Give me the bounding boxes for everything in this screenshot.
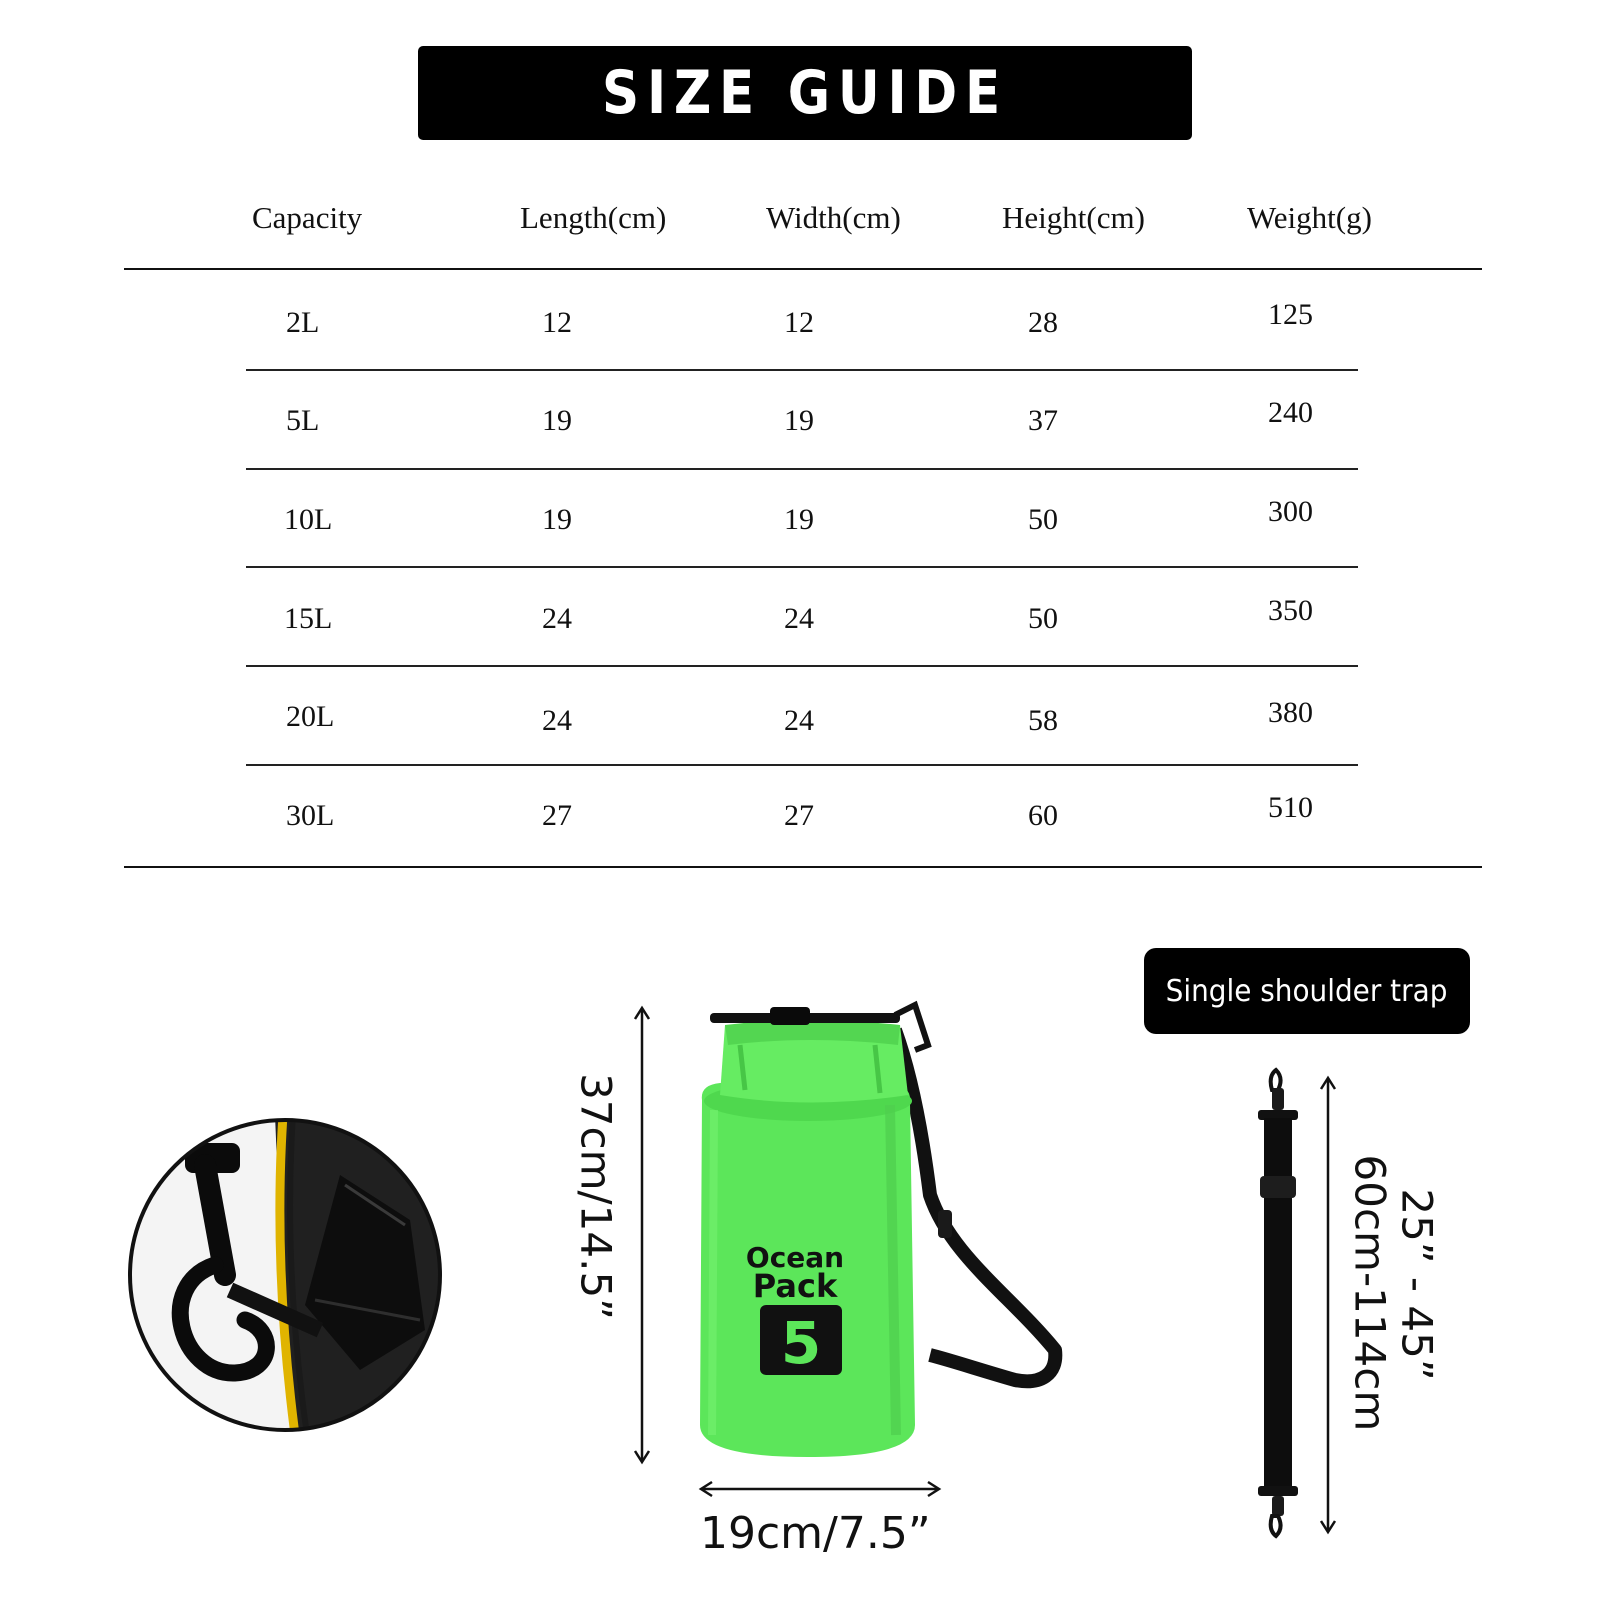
strap-length-in-label: 25” - 45” (1392, 1188, 1442, 1381)
table-cell-length: 19 (542, 404, 572, 437)
header-height: Height(cm) (1002, 200, 1145, 235)
hook-closeup-image (125, 1115, 445, 1435)
header-length: Length(cm) (520, 200, 667, 235)
shoulder-strap-image (1248, 1068, 1308, 1538)
table-cell-width: 24 (784, 704, 814, 737)
table-cell-height: 50 (1028, 503, 1058, 536)
table-cell-weight: 350 (1268, 594, 1313, 627)
header-weight: Weight(g) (1247, 200, 1372, 235)
header-capacity: Capacity (252, 200, 363, 235)
strap-length-arrow (1318, 1075, 1338, 1535)
height-arrow (632, 1005, 652, 1465)
table-cell-length: 12 (542, 306, 572, 339)
table-cell-capacity: 20L (286, 700, 335, 733)
table-cell-height: 50 (1028, 602, 1058, 635)
table-cell-width: 27 (784, 799, 814, 832)
row-divider (246, 665, 1358, 667)
bag-brand-line1: Ocean (745, 1241, 845, 1274)
bag-height-label: 37cm/14.5” (571, 1073, 621, 1320)
table-cell-capacity: 5L (286, 404, 320, 437)
header-width: Width(cm) (766, 200, 901, 235)
table-cell-width: 12 (784, 306, 814, 339)
strap-length-cm-label: 60cm-114cm (1345, 1154, 1395, 1432)
strap-pill-text: Single shoulder trap (1166, 973, 1448, 1009)
table-cell-height: 37 (1028, 404, 1058, 437)
banner-title: SIZE GUIDE (602, 58, 1008, 128)
row-divider (246, 566, 1358, 568)
strap-pill-label (1144, 948, 1470, 1034)
table-cell-capacity: 10L (284, 503, 333, 536)
table-cell-length: 24 (542, 704, 572, 737)
width-arrow (698, 1481, 942, 1497)
table-cell-height: 28 (1028, 306, 1058, 339)
row-divider (246, 468, 1358, 470)
header-rule (124, 268, 1482, 270)
table-cell-capacity: 15L (284, 602, 333, 635)
bag-width-label: 19cm/7.5” (700, 1508, 931, 1559)
table-cell-length: 27 (542, 799, 572, 832)
table-cell-length: 19 (542, 503, 572, 536)
row-divider (246, 764, 1358, 766)
bag-brand-line2: Pack (752, 1267, 838, 1305)
table-cell-height: 60 (1028, 799, 1058, 832)
row-divider (246, 369, 1358, 371)
table-cell-weight: 510 (1268, 791, 1313, 824)
table-cell-weight: 125 (1268, 298, 1313, 331)
table-bottom-rule (124, 866, 1482, 868)
table-cell-weight: 300 (1268, 495, 1313, 528)
table-cell-width: 19 (784, 503, 814, 536)
table-cell-length: 24 (542, 602, 572, 635)
table-cell-capacity: 30L (286, 799, 335, 832)
table-cell-width: 19 (784, 404, 814, 437)
bag-size-number: 5 (780, 1309, 822, 1377)
table-cell-height: 58 (1028, 704, 1058, 737)
table-cell-capacity: 2L (286, 306, 320, 339)
table-cell-weight: 240 (1268, 396, 1313, 429)
table-cell-weight: 380 (1268, 696, 1313, 729)
table-cell-width: 24 (784, 602, 814, 635)
dry-bag-image (680, 1005, 1080, 1475)
